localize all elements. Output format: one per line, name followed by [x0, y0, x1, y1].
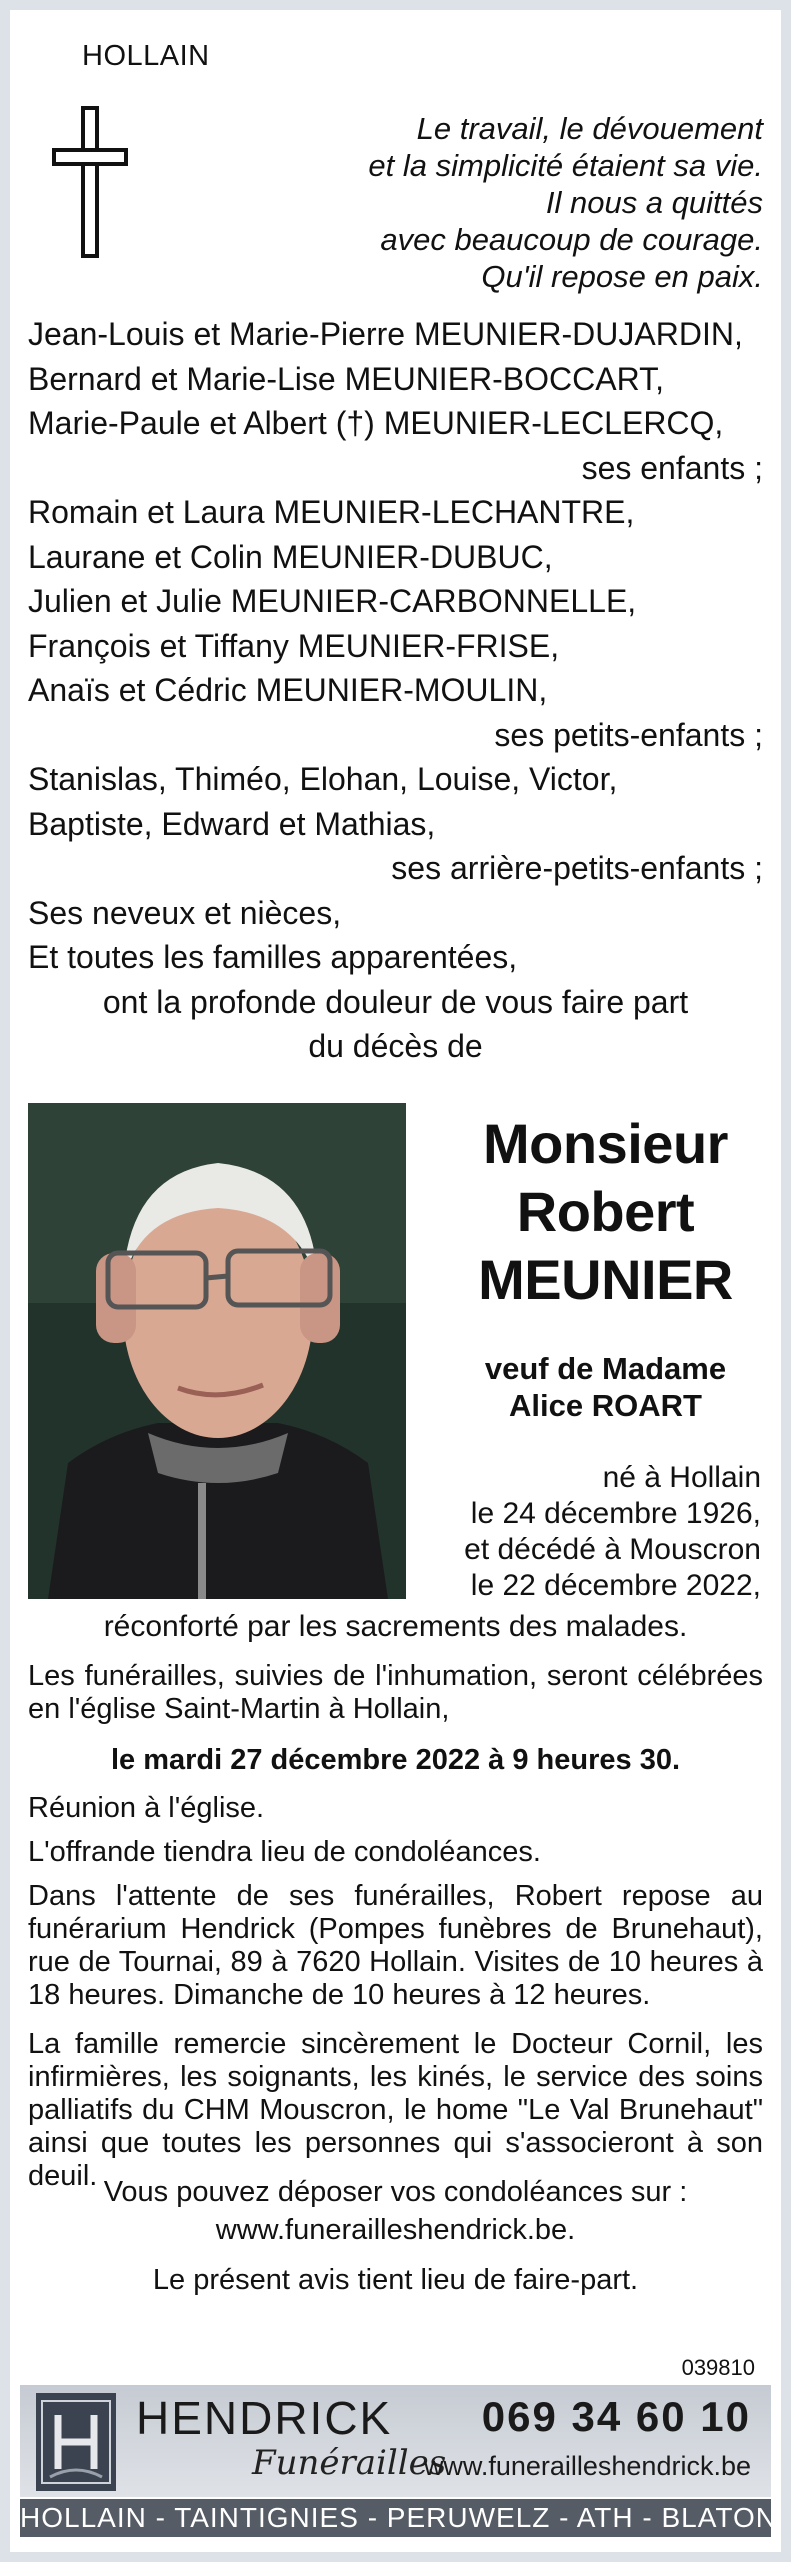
- phone-number[interactable]: 069 34 60 10: [481, 2393, 751, 2440]
- website-link[interactable]: www.funerailleshendrick.be: [423, 2451, 751, 2481]
- thanks-paragraph: La famille remercie sincèrement le Docteur Cornil, les infirmières, les soignants, les kinés, le service des soins palliatifs du CHM Mouscron, le home "Le Val Brunehaut" ainsi que toutes les personnes qui s'associeront à son deuil.: [28, 2028, 763, 2192]
- notice-line: Le présent avis tient lieu de faire-part.: [152, 2264, 639, 2296]
- condolences-link[interactable]: www.funerailleshendrick.be.: [215, 2214, 576, 2246]
- family-line: Bernard et Marie-Lise MEUNIER-BOCCART,: [28, 360, 665, 397]
- cross-icon: [52, 106, 128, 258]
- family-list: [28, 312, 763, 1069]
- deceased-last-name: MEUNIER: [478, 1248, 733, 1311]
- widow-line-2: Alice ROART: [509, 1388, 702, 1423]
- deceased-first-name: Robert: [516, 1180, 695, 1243]
- condolences-line-1: Vous pouvez déposer vos condoléances sur :: [103, 2176, 688, 2208]
- obituary-card: [10, 10, 781, 2552]
- hendrick-logo-icon: [36, 2393, 116, 2491]
- family-line: ont la profonde douleur de vous faire part: [102, 983, 689, 1020]
- brand-name: HENDRICK: [136, 2392, 393, 2444]
- brand-subtitle: Funérailles: [252, 2443, 447, 2483]
- born-line-2: le 24 décembre 1926,: [470, 1497, 761, 1530]
- funeral-home-banner: [20, 2385, 771, 2497]
- born-line-1: né à Hollain: [602, 1461, 761, 1494]
- locations-bar: HOLLAIN - TAINTIGNIES - PERUWELZ - ATH - BLATON: [20, 2499, 771, 2537]
- town-heading: HOLLAIN: [82, 40, 210, 72]
- funeral-paragraph: Les funérailles, suivies de l'inhumation, seront célébrées en l'église Saint-Martin à Hollain,: [28, 1660, 763, 1725]
- widow-line-1: veuf de Madame: [484, 1351, 727, 1386]
- reference-number: 039810: [681, 2355, 755, 2380]
- died-line-2: le 22 décembre 2022,: [470, 1569, 761, 1602]
- family-line: Stanislas, Thiméo, Elohan, Louise, Victor,: [28, 761, 618, 797]
- family-line: Jean-Louis et Marie-Pierre MEUNIER-DUJARDIN,: [28, 316, 743, 352]
- birth-death-details: [464, 1460, 761, 1604]
- funeral-date: le mardi 27 décembre 2022 à 9 heures 30.: [110, 1744, 681, 1776]
- poem-line: Qu'il repose en paix.: [481, 259, 763, 294]
- family-line: Romain et Laura MEUNIER-LECHANTRE,: [28, 494, 635, 530]
- poem-line: avec beaucoup de courage.: [380, 222, 763, 257]
- deceased-title: Monsieur: [483, 1112, 728, 1175]
- poem-line: et la simplicité étaient sa vie.: [368, 148, 763, 183]
- relation-label: ses arrière-petits-enfants ;: [391, 850, 763, 886]
- offering-line: L'offrande tiendra lieu de condoléances.: [28, 1836, 541, 1868]
- family-line: Et toutes les familles apparentées,: [28, 939, 518, 975]
- family-line: Laurane et Colin MEUNIER-DUBUC,: [28, 538, 553, 575]
- poem-line: Il nous a quittés: [545, 185, 763, 220]
- meeting-line: Réunion à l'église.: [28, 1792, 265, 1824]
- family-line: Ses neveux et nièces,: [28, 894, 342, 931]
- family-line: Julien et Julie MEUNIER-CARBONNELLE,: [28, 583, 637, 619]
- relation-label: ses petits-enfants ;: [494, 716, 763, 753]
- family-line: François et Tiffany MEUNIER-FRISE,: [28, 627, 560, 664]
- family-line: Baptiste, Edward et Mathias,: [28, 805, 436, 842]
- portrait-photo: [28, 1103, 406, 1599]
- deceased-name-block: [450, 1110, 761, 1424]
- visits-paragraph: Dans l'attente de ses funérailles, Robert repose au funérarium Hendrick (Pompes funèbres de Brunehaut), rue de Tournai, 89 à 7620 Hollain. Visites de 10 heures à 18 heures. Dimanche de 10 heures à 12 heures.: [28, 1880, 763, 2011]
- sacraments-line: réconforté par les sacrements des malades.: [103, 1610, 688, 1643]
- died-line-1: et décédé à Mouscron: [464, 1533, 761, 1566]
- poem-line: Le travail, le dévouement: [416, 111, 763, 146]
- relation-label: ses enfants ;: [581, 449, 763, 486]
- family-line: Anaïs et Cédric MEUNIER-MOULIN,: [28, 672, 548, 708]
- family-line: du décès de: [308, 1028, 483, 1064]
- family-line: Marie-Paule et Albert (†) MEUNIER-LECLERCQ,: [28, 405, 724, 441]
- poem: [368, 110, 763, 295]
